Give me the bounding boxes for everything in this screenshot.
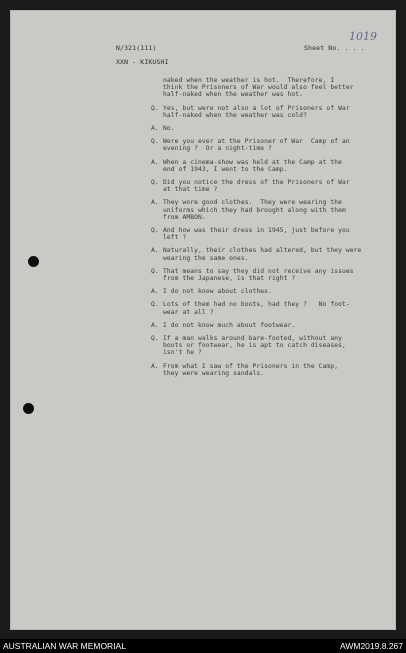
footer-institution: AUSTRALIAN WAR MEMORIAL <box>3 641 126 651</box>
punch-hole-top <box>28 256 39 267</box>
document-page <box>10 10 396 630</box>
transcript-line: uniforms which they had brought along with them <box>163 206 346 214</box>
answer-paragraph <box>141 288 391 295</box>
transcript-line: wear at all ? <box>163 308 214 316</box>
question-paragraph <box>141 179 391 193</box>
speaker-tag: A. <box>151 288 159 296</box>
answer-paragraph <box>141 199 391 221</box>
speaker-tag: Q. <box>151 179 159 187</box>
speaker-tag: Q. <box>151 267 159 275</box>
transcript-line: From what I saw of the Prisoners in the Camp, <box>163 362 339 370</box>
speaker-tag: A. <box>151 321 159 329</box>
transcript-line: I do not know much about footwear. <box>163 321 296 329</box>
speaker-tag: A. <box>151 362 159 370</box>
transcript-line: think the Prisoners of War would also feel better <box>163 84 354 92</box>
transcript-line: Naturally, their clothes had altered, but they were <box>163 247 362 255</box>
question-paragraph <box>141 227 391 241</box>
speaker-tag: A. <box>151 125 159 133</box>
transcript-line: from the Japanese, is that right ? <box>163 275 296 283</box>
transcript-line: And how was their dress in 1945, just before you <box>163 227 350 235</box>
question-paragraph <box>141 335 391 357</box>
transcript-line: Did you notice the dress of the Prisoners of War <box>163 179 350 187</box>
question-paragraph <box>141 138 391 152</box>
speaker-tag: A. <box>151 158 159 166</box>
footer-accession-number: AWM2019.8.267 <box>340 641 403 651</box>
speaker-tag: Q. <box>151 227 159 235</box>
archive-footer <box>0 639 406 653</box>
transcript-line: Lots of them had no boots, had they ? No foot- <box>163 301 350 309</box>
transcript-line: at that time ? <box>163 186 218 194</box>
document-reference: N/321(111) <box>116 44 157 52</box>
transcript-line: They wore good clothes. They were wearing the <box>163 199 342 207</box>
transcript-line: Yes, but were not also a lot of Prisoners of War <box>163 104 350 112</box>
speaker-tag: A. <box>151 247 159 255</box>
handwritten-sheet-number: 1019 <box>349 30 377 43</box>
transcript-line: Were you ever at the Prisoner of War Camp of an <box>163 138 350 146</box>
answer-paragraph <box>141 159 391 173</box>
transcript-line: That means to say they did not receive any issues <box>163 267 354 275</box>
transcript-line: If a man walks around bare-footed, without any <box>163 335 342 343</box>
transcript-line: left ? <box>163 234 187 242</box>
transcript-line: half-naked when the weather was cold? <box>163 111 307 119</box>
transcript-line: end of 1943, I went to the Camp. <box>163 165 288 173</box>
answer-paragraph <box>141 363 391 377</box>
transcript-line: from AMBON. <box>163 213 206 221</box>
speaker-tag: Q. <box>151 138 159 146</box>
speaker-tag: A. <box>151 199 159 207</box>
transcript-line: No. <box>163 125 175 133</box>
speaker-tag: Q. <box>151 104 159 112</box>
question-paragraph <box>141 301 391 315</box>
question-paragraph <box>141 268 391 282</box>
speaker-tag: Q. <box>151 335 159 343</box>
transcript-line: wearing the same ones. <box>163 254 249 262</box>
transcript-line: I do not know about clothes. <box>163 288 272 296</box>
transcript-line: they were wearing sandals. <box>163 369 265 377</box>
transcript-line: boots or footwear, he is apt to catch diseases, <box>163 342 346 350</box>
transcript-line: half-naked when the weather was hot. <box>163 91 304 99</box>
answer-paragraph <box>141 322 391 329</box>
transcript-line: evening ? Or a night-time ? <box>163 145 272 153</box>
continuation-paragraph <box>141 77 391 99</box>
punch-hole-bottom <box>23 403 34 414</box>
answer-paragraph <box>141 247 391 261</box>
transcript-line: isn't he ? <box>163 349 202 357</box>
question-paragraph <box>141 105 391 119</box>
sheet-label: Sheet No. . . . <box>304 44 365 52</box>
transcript-line: naked when the weather is hot. Therefore, I <box>163 77 335 84</box>
transcript-body <box>141 77 391 383</box>
speaker-tag: Q. <box>151 301 159 309</box>
witness-heading: XXN - KIKUSHI <box>116 58 169 66</box>
transcript-line: When a cinema-show was held at the Camp at the <box>163 158 342 166</box>
answer-paragraph <box>141 125 391 132</box>
